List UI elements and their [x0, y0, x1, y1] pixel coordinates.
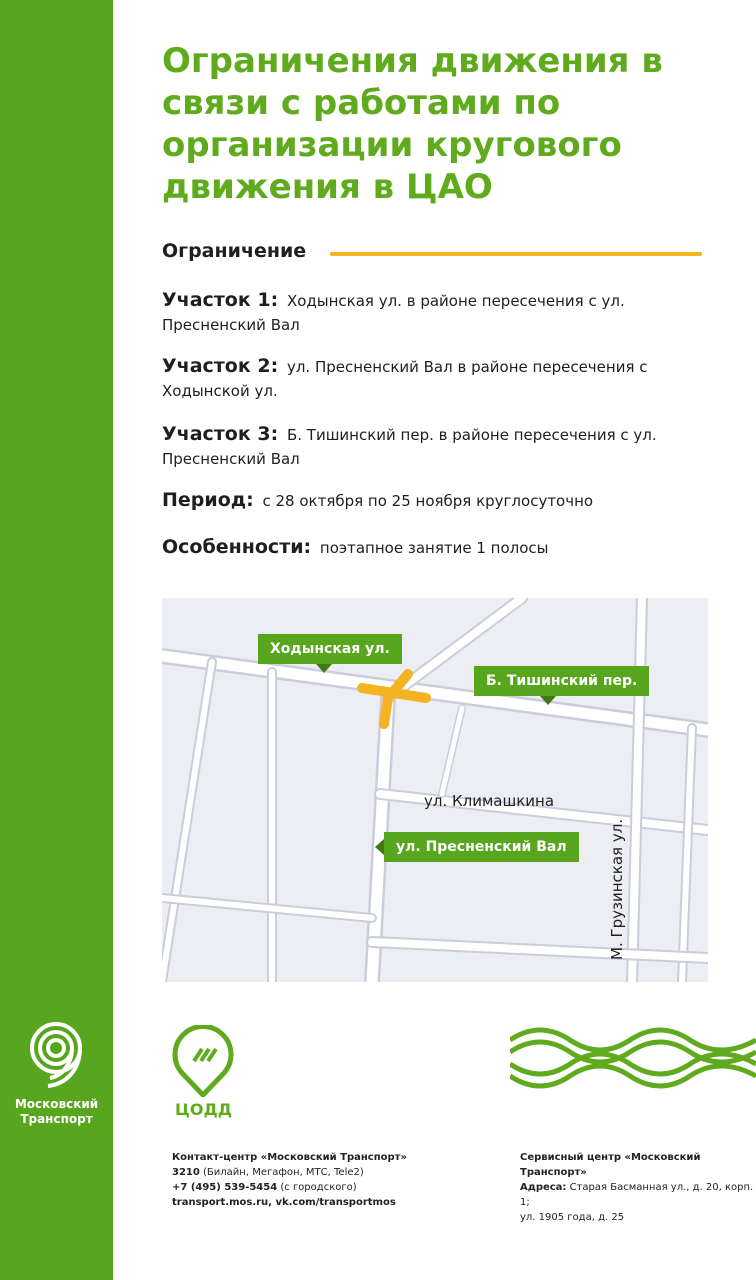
- period-text: с 28 октября по 25 ноября круглосуточно: [262, 492, 594, 510]
- section-heading: Ограничение: [162, 240, 307, 262]
- brand-name-line2: Транспорт: [20, 1112, 93, 1126]
- street-klimashkina: ул. Климашкина: [424, 792, 555, 810]
- section-1-text: Ходынская ул. в районе пересечения с ул. Пресненский Вал: [162, 292, 625, 334]
- contact-phone: +7 (495) 539-5454: [172, 1182, 278, 1193]
- map-tag-pointer-icon: [375, 839, 384, 855]
- map-tag-presnensky-label: ул. Пресненский Вал: [396, 839, 567, 855]
- sidebar: [0, 0, 113, 1280]
- street-gruzinskaya: М. Грузинская ул.: [608, 818, 626, 960]
- section-3-label: Участок 3:: [162, 423, 279, 445]
- codd-logo-icon: [172, 1025, 234, 1097]
- period: [162, 488, 702, 513]
- section-3-text: Б. Тишинский пер. в районе пересечения с ул. Пресненский Вал: [162, 426, 657, 468]
- service-title: Сервисный центр «Московский Транспорт»: [520, 1152, 701, 1178]
- map-tag-khodynskaya: [258, 634, 402, 664]
- map-tag-pointer-icon: [540, 696, 556, 705]
- contact-title: Контакт-центр «Московский Транспорт»: [172, 1152, 407, 1163]
- contact-short-note: (Билайн, Мегафон, МТС, Tele2): [203, 1167, 364, 1178]
- period-label: Период:: [162, 489, 254, 511]
- features: [162, 535, 702, 560]
- section-divider: [330, 252, 702, 256]
- features-text: поэтапное занятие 1 полосы: [319, 539, 549, 557]
- features-label: Особенности:: [162, 536, 312, 558]
- brand-name-line1: Московский: [14, 1097, 99, 1111]
- moscow-transport-logo-icon: [22, 1020, 90, 1088]
- section-2-label: Участок 2:: [162, 355, 279, 377]
- page-title: Ограничения движения в связи с работами по организации кругового движения в ЦАО: [162, 41, 663, 207]
- brand-name: [0, 1097, 113, 1127]
- service-center: [520, 1150, 756, 1225]
- contact-web: transport.mos.ru, vk.com/transportmos: [172, 1197, 396, 1208]
- section-2: [162, 354, 702, 403]
- contact-center: [172, 1150, 407, 1210]
- contact-short-number: 3210: [172, 1167, 200, 1178]
- decorative-wave-pattern-icon: [510, 1020, 756, 1092]
- map-tag-khodynskaya-label: Ходынская ул.: [270, 641, 390, 657]
- contact-phone-note: (с городского): [280, 1182, 357, 1193]
- section-2-text: ул. Пресненский Вал в районе пересечения с Ходынской ул.: [162, 358, 648, 400]
- service-address-1: Старая Басманная ул., д. 20, корп. 1;: [520, 1182, 754, 1208]
- service-address-2: ул. 1905 года, д. 25: [520, 1212, 625, 1223]
- map: [162, 598, 708, 982]
- section-1-label: Участок 1:: [162, 289, 279, 311]
- map-tag-tishinsky: [474, 666, 649, 696]
- map-roads: [162, 598, 708, 982]
- codd-label: ЦОДД: [175, 1100, 232, 1119]
- map-tag-tishinsky-label: Б. Тишинский пер.: [486, 673, 638, 689]
- section-1: [162, 288, 702, 337]
- map-tag-pointer-icon: [316, 664, 332, 673]
- service-address-label: Адреса:: [520, 1182, 567, 1193]
- map-tag-presnensky: [384, 832, 579, 862]
- section-3: [162, 422, 702, 471]
